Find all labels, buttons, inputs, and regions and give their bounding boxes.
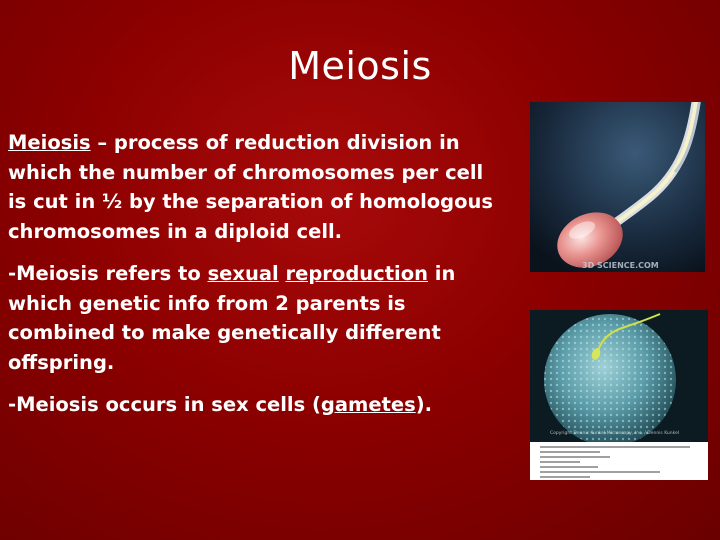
- micrograph-caption-block: [530, 442, 708, 480]
- micrograph-photo: [530, 310, 708, 442]
- paragraph-sexual-reproduction: [8, 259, 508, 377]
- slide-body: [8, 128, 508, 420]
- slide-title-text: Meiosis: [288, 44, 432, 88]
- term-sexual: sexual: [207, 262, 279, 285]
- term-reproduction: reproduction: [285, 262, 428, 285]
- slide-title: [0, 44, 720, 88]
- para2-start: -Meiosis refers to: [8, 262, 208, 285]
- definition-text: – process of reduction division in which the number of chromosomes per cell is cut in ½ by the separation of homologous chromosomes in a diploid cell.: [8, 131, 494, 243]
- image2-copyright: Copyright Dennis Kunkel Microscopy, Inc. / Dennis Kunkel: [550, 431, 680, 436]
- image1-watermark: 3D SCIENCE.COM: [582, 261, 659, 270]
- term-gametes: gametes: [320, 393, 416, 416]
- paragraph-gametes: [8, 390, 508, 420]
- para2-space: [279, 262, 286, 285]
- paragraph-definition: [8, 128, 508, 246]
- para2-end: in which genetic info from 2 parents is combined to make genetically different offspring.: [8, 262, 456, 374]
- para3-end: ).: [415, 393, 433, 416]
- para3-start: -Meiosis occurs in sex cells (: [8, 393, 321, 416]
- sperm-egg-3d-image: [530, 102, 705, 272]
- sperm-egg-microscopy-image: [530, 310, 708, 480]
- term-meiosis: Meiosis: [8, 131, 91, 154]
